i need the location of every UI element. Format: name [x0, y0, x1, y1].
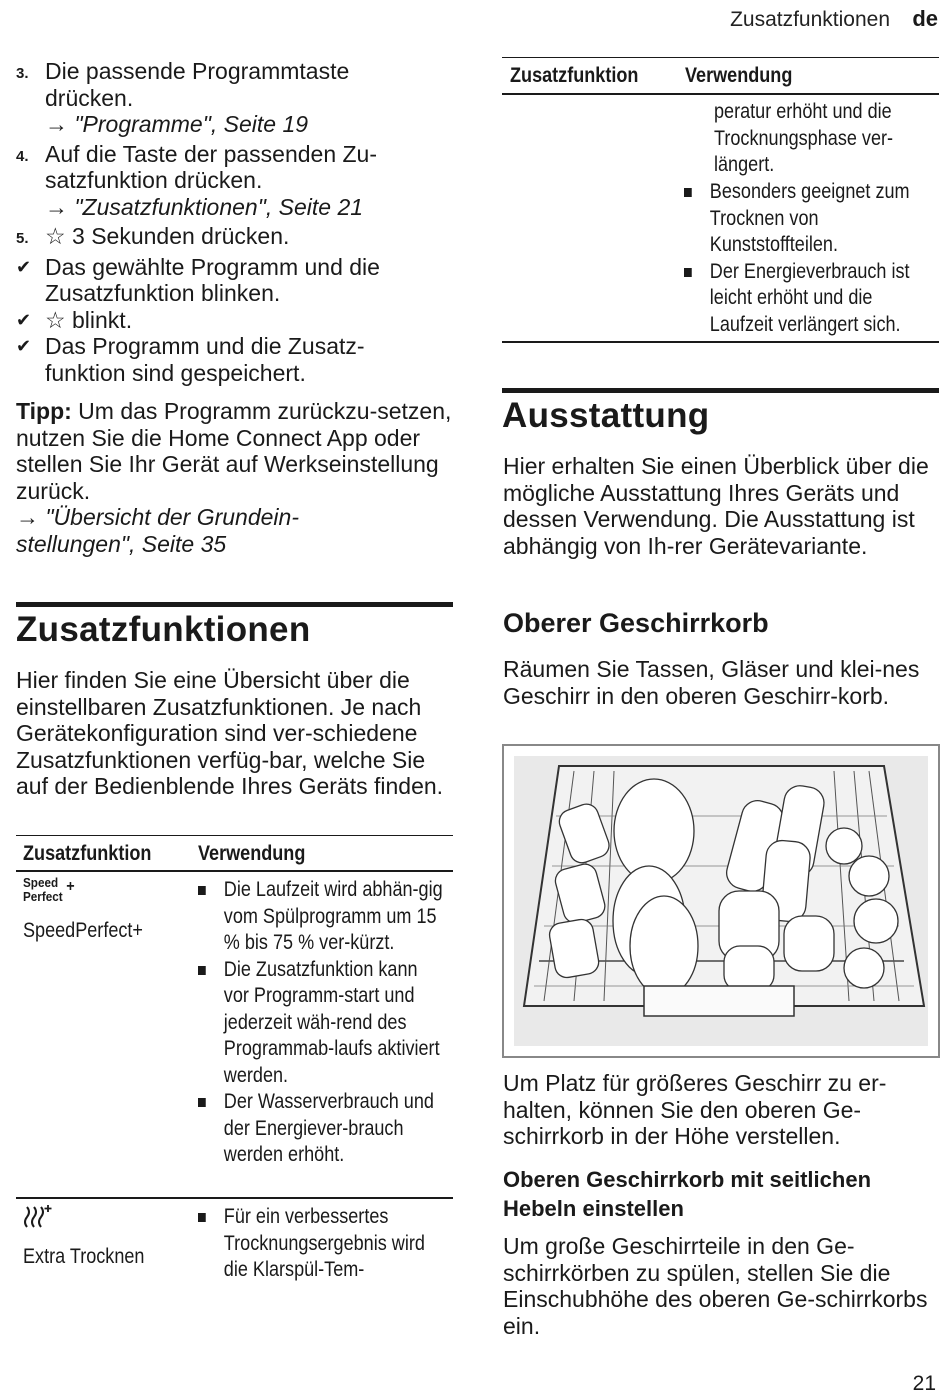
bullet-icon — [198, 966, 206, 975]
ausstattung-intro: Hier erhalten Sie einen Überblick über die mögliche Ausstattung Ihres Geräts und dessen Verwendung. Die Ausstattung ist abhängig von Ih-rer Gerätevariante. — [503, 453, 929, 559]
result-text: Das Programm und die Zusatz-funktion sind gespeichert. — [45, 333, 365, 386]
table-top-rule — [16, 835, 453, 836]
tip-block — [16, 398, 454, 557]
icon-label-line1: Speed — [23, 875, 59, 890]
tip-cross-reference: → "Übersicht der Grundein-stellungen", Seite 35 — [16, 504, 299, 557]
page-number: 21 — [912, 1372, 936, 1395]
tip-text: Um das Programm zurückzu-setzen, nutzen Sie die Home Connect App oder stellen Sie Ihr Gerät auf Werkseinstellung zurück. — [16, 398, 452, 504]
right-table-header-function: Zusatzfunktion — [510, 64, 639, 87]
subsection-title-upper-basket: Oberer Geschirrkorb — [503, 608, 769, 638]
cross-reference: → "Zusatzfunktionen", Seite 21 — [45, 193, 364, 220]
section-rule — [502, 388, 939, 393]
list-item — [198, 877, 447, 957]
list-item — [198, 1204, 430, 1284]
right-table-top-rule — [502, 57, 939, 58]
step-5 — [16, 223, 454, 250]
table-header-rule — [16, 870, 453, 872]
list-item — [684, 179, 939, 259]
right-table-continued-text: peratur erhöht und die Trocknungsphase ver-längert. — [714, 100, 894, 176]
table-header-usage: Verwendung — [198, 842, 306, 865]
list-item-text: Die Zusatzfunktion kann vor Programm-start und jederzeit wäh-rend des Programmab-laufs aktiviert werden. — [223, 957, 440, 1087]
step-text: Auf die Taste der passenden Zu-satzfunktion drücken. — [45, 140, 378, 193]
icon-label-line2: Perfect — [23, 889, 63, 904]
step-text: ☆ 3 Sekunden drücken. — [45, 223, 290, 249]
speedperfect-icon — [23, 876, 86, 910]
table-header-function: Zusatzfunktion — [23, 842, 152, 865]
running-header-title: Zusatzfunktionen — [730, 8, 890, 31]
function-name-speedperfect: SpeedPerfect+ — [23, 919, 143, 942]
step-number: 4. — [16, 147, 29, 165]
right-table-items — [684, 179, 939, 338]
list-item — [198, 957, 447, 1090]
list-item-text: Der Wasserverbrauch und der Energiever-brauch werden erhöht. — [223, 1090, 434, 1166]
extra-dry-usage — [198, 1204, 430, 1284]
extra-dry-icon — [22, 1203, 56, 1238]
right-table-header-usage: Verwendung — [685, 64, 793, 87]
icon-plus: + — [66, 878, 75, 895]
bullet-icon — [198, 1098, 206, 1107]
cross-reference: → "Programme", Seite 19 — [45, 111, 309, 137]
checkmark-icon: ✔ — [16, 336, 32, 356]
section-title-ausstattung: Ausstattung — [502, 396, 710, 435]
left-column — [16, 58, 454, 557]
list-item — [684, 259, 939, 339]
step-text: Die passende Programmtaste drücken. — [45, 58, 350, 111]
checkmark-icon: ✔ — [16, 309, 32, 330]
function-name-extra-dry: Extra Trocknen — [23, 1245, 145, 1268]
upper-basket-illustration — [502, 744, 940, 1058]
basket-height-text: Um Platz für größeres Geschirr zu er-halten, können Sie den oberen Ge-schirrkorb in der Höhe verstellen. — [503, 1070, 887, 1149]
result-1 — [16, 254, 454, 307]
right-table-header-rule — [502, 93, 939, 95]
bullet-icon — [198, 886, 206, 895]
bullet-icon — [684, 268, 692, 277]
section-intro: Hier finden Sie eine Übersicht über die einstellbaren Zusatzfunktionen. Je nach Gerätekonfiguration sind ver-schiedene Zusatzfunktionen verfüg-bar, welche Sie auf der Bedienblende Ihres Geräts finden. — [16, 667, 444, 799]
step-3 — [16, 58, 454, 138]
section-rule — [16, 602, 453, 607]
list-item-text: Die Laufzeit wird abhän-gig vom Spülprogramm um 15 % bis 75 % ver-kürzt. — [223, 878, 443, 954]
list-item — [198, 1089, 447, 1169]
result-text: ☆ blinkt. — [45, 306, 133, 333]
instruction-list — [16, 58, 454, 386]
section-title-zusatzfunktionen: Zusatzfunktionen — [16, 610, 311, 649]
list-item-text: Besonders geeignet zum Trocknen von Kunststoffteilen. — [709, 180, 910, 256]
language-code: de — [912, 6, 938, 31]
bullet-icon — [198, 1213, 206, 1222]
result-3 — [16, 333, 454, 386]
list-item-text: Für ein verbessertes Trocknungsergebnis wird die Klarspül-Tem- — [223, 1205, 425, 1281]
result-2 — [16, 307, 454, 334]
table-row-rule — [16, 1197, 453, 1199]
right-table-bottom-rule — [502, 341, 939, 343]
subsection-title-side-levers: Oberen Geschirrkorb mit seitlichen Hebeln einstellen — [503, 1167, 872, 1221]
upper-basket-text: Räumen Sie Tassen, Gläser und klei-nes Geschirr in den oberen Geschirr-korb. — [503, 656, 920, 709]
list-item-text: Der Energieverbrauch ist leicht erhöht und die Laufzeit verlängert sich. — [709, 259, 910, 336]
side-levers-text: Um große Geschirrteile in den Ge-schirrkörben zu spülen, stellen Sie die Einschubhöhe des oberen Ge-schirrkorbs ein. — [503, 1233, 928, 1339]
checkmark-icon: ✔ — [16, 256, 32, 277]
result-text: Das gewählte Programm und die Zusatzfunktion blinken. — [45, 253, 380, 306]
speedperfect-usage — [198, 877, 447, 1169]
step-number: 5. — [16, 230, 29, 247]
step-number: 3. — [16, 65, 29, 82]
tip-label: Tipp: — [16, 398, 72, 424]
bullet-icon — [684, 188, 692, 197]
step-4 — [16, 141, 454, 221]
